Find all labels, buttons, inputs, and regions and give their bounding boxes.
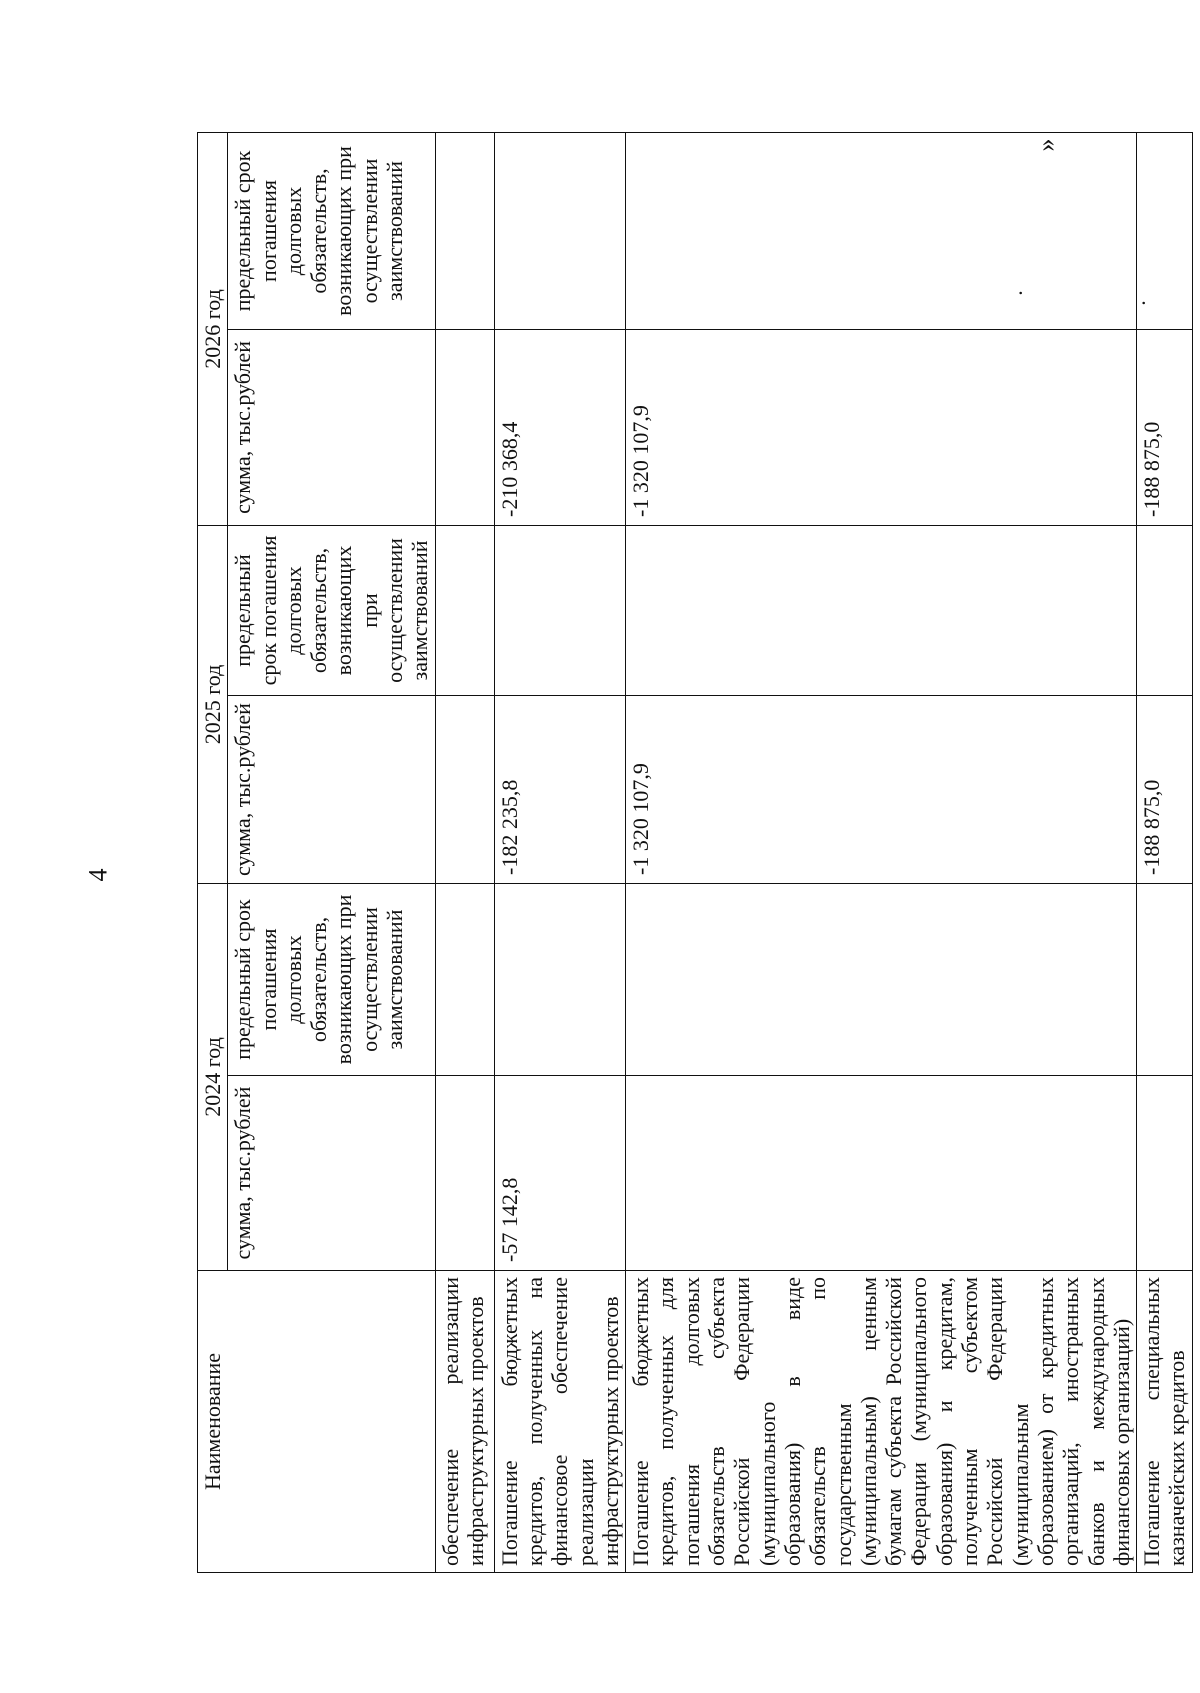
cell-sum-2026 [435, 329, 494, 525]
cell-sum-2026: -1 320 107,9 [626, 329, 1137, 525]
table-row [626, 132, 1137, 1572]
table-row [435, 132, 494, 1572]
cell-term-2025 [1137, 525, 1193, 695]
row-name: Погашение специальных казначейских кредитов [1137, 1271, 1193, 1573]
cell-term-2024 [435, 883, 494, 1075]
table-row [1137, 132, 1193, 1572]
row-name: Погашение бюджетных кредитов, полученных для погашения долговых обязательств субъекта Российской Федерации (муниципального образования) в виде обязательств по государственным (муниципальным) ценным бумагам субъекта Российской Федерации (муниципального образования) и кредитам, полученным субъектом Российской Федерации (муниципальным образованием) от кредитных организаций, иностранных банков и международных финансовых организаций) [626, 1271, 1137, 1573]
term-header-2026: предельный срок погашения долговых обязательств, возникающих при осуществлении заимствований [228, 132, 435, 329]
row-name: Погашение бюджетных кредитов, полученных на финансовое обеспечение реализации инфраструктурных проектов [494, 1271, 625, 1573]
term-header-2024: предельный срок погашения долговых обязательств, возникающих при осуществлении заимствований [228, 883, 435, 1075]
page-number: 4 [83, 868, 113, 882]
sum-header-2026: сумма, тыс.рублей [228, 329, 435, 525]
sum-header-2024: сумма, тыс.рублей [228, 1076, 435, 1271]
rotated-table-container [197, 133, 1190, 1573]
year-header-2026: 2026 год [198, 132, 228, 525]
cell-term-2026 [1137, 132, 1193, 329]
scan-speck: . [1001, 290, 1027, 296]
name-header: Наименование [198, 1271, 436, 1573]
cell-sum-2025: -182 235,8 [494, 695, 625, 883]
borrowing-table [197, 132, 1193, 1573]
cell-term-2024 [494, 883, 625, 1075]
cell-sum-2025: -188 875,0 [1137, 695, 1193, 883]
closing-quote-mark: » [1031, 138, 1061, 152]
scan-speck: . [1124, 300, 1150, 306]
cell-sum-2026: -210 368,4 [494, 329, 625, 525]
cell-term-2025 [435, 525, 494, 695]
term-header-2025: предельный срок погашения долговых обязательств, возникающих при осуществлении заимствований [228, 525, 435, 695]
cell-sum-2024 [435, 1076, 494, 1271]
sum-header-2025: сумма, тыс.рублей [228, 695, 435, 883]
cell-sum-2024: -57 142,8 [494, 1076, 625, 1271]
year-header-2025: 2025 год [198, 525, 228, 883]
cell-sum-2025: -1 320 107,9 [626, 695, 1137, 883]
cell-term-2024 [626, 883, 1137, 1075]
cell-sum-2025 [435, 695, 494, 883]
cell-sum-2024 [626, 1076, 1137, 1271]
cell-term-2025 [626, 525, 1137, 695]
cell-sum-2026: -188 875,0 [1137, 329, 1193, 525]
cell-term-2026 [435, 132, 494, 329]
table-row [494, 132, 625, 1572]
cell-term-2026 [626, 132, 1137, 329]
cell-term-2025 [494, 525, 625, 695]
cell-term-2024 [1137, 883, 1193, 1075]
cell-sum-2024 [1137, 1076, 1193, 1271]
cell-term-2026 [494, 132, 625, 329]
row-name: обеспечение реализации инфраструктурных проектов [435, 1271, 494, 1573]
year-header-2024: 2024 год [198, 883, 228, 1270]
